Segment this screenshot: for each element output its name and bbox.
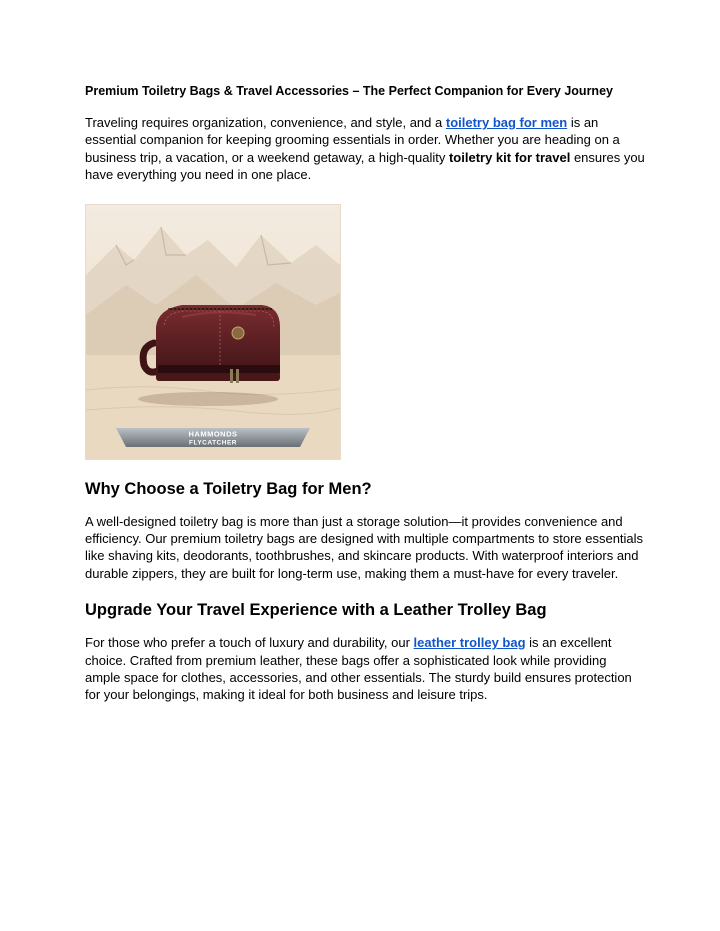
why-choose-paragraph: A well-designed toiletry bag is more than just a storage solution—it provides convenience and efficiency. Our premium toiletry bags are designed with multiple compartments to store essentials like shaving kits, deodorants, toothbrushes, and skincare products. With waterproof interiors and durable zippers, they are built for long-term use, making them a must-have for every traveler. xyxy=(85,513,644,581)
intro-text-3: ensures you have everything you need in one place. xyxy=(85,149,645,183)
upgrade-text-1: For those who prefer a touch of luxury and durability, our xyxy=(85,635,414,651)
upgrade-paragraph xyxy=(85,634,645,704)
brand-name-line1: HAMMONDS xyxy=(188,429,238,439)
product-image xyxy=(85,204,341,460)
leather-trolley-bag-link[interactable]: leather trolley bag xyxy=(413,635,526,651)
document-title: Premium Toiletry Bags & Travel Accessories – The Perfect Companion for Every Journey xyxy=(85,84,613,98)
leather-toiletry-bag-photo xyxy=(86,205,340,459)
section-heading-why-choose: Why Choose a Toiletry Bag for Men? xyxy=(85,479,372,498)
document-page xyxy=(85,80,645,704)
section-heading-upgrade: Upgrade Your Travel Experience with a Leather Trolley Bag xyxy=(85,601,547,620)
toiletry-kit-bold: toiletry kit for travel xyxy=(448,149,571,165)
intro-text-2: is an essential companion for keeping grooming essentials in order. Whether you are heading on a business trip, a vacation, or a weekend getaway, a high-quality xyxy=(85,115,620,165)
toiletry-bag-link[interactable]: toiletry bag for men xyxy=(445,115,568,130)
upgrade-text-2: is an excellent choice. Crafted from premium leather, these bags offer a sophisticated look while providing ample space for clothes, accessories, and other essentials. The sturdy build ensures protection for your belongings, making it ideal for both business and leisure trips. xyxy=(85,635,632,703)
intro-paragraph xyxy=(85,114,645,184)
brand-name-line2: FLYCATCHER xyxy=(189,439,237,447)
intro-text-1: Traveling requires organization, convenience, and style, and a xyxy=(85,115,446,130)
